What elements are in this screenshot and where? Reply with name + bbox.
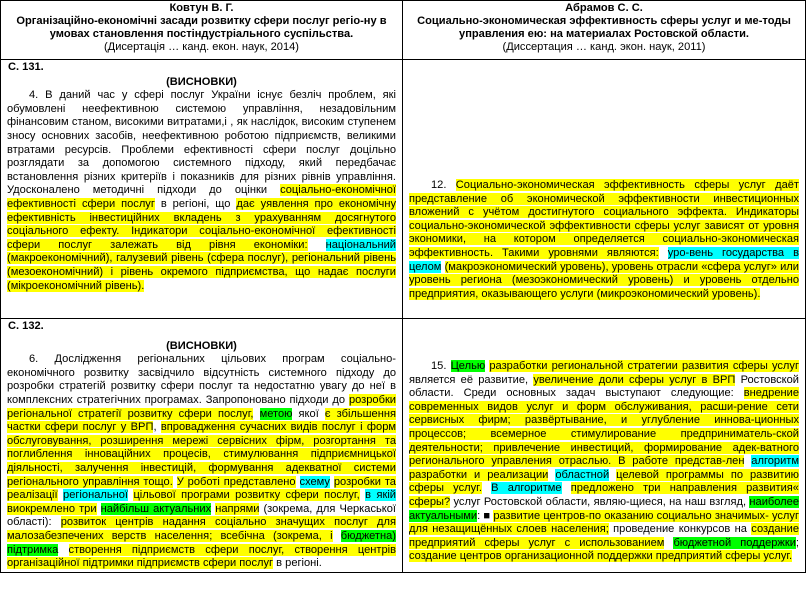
- plain-text: проведение конкурсов на: [608, 523, 752, 536]
- cyan-highlight-text: алгоритм: [751, 455, 799, 468]
- yellow-highlight-text: впровадження сучасних видів послуг і форм обслуговування, розширення мережі сервісних фірм, розгортання та поглиблення інноваційних процесів, стимулювання підприємницької діяльності, залучення інвестицій, формування адекватної системи регіонального управління тощо.: [7, 421, 396, 488]
- plain-text: 4. В даний час у сфері послуг України існує безліч проблем, які обумовлені неефективною системою управління, незадовільним фінансовим станом, високими витратами,і , як наслідок, високим ступенем зносу основних засобів, неефективною роботою підприємств, великими втратами ресурсів. Проблеми ефективності сфери послуг доцільно розглядати за допомогою системного підходу, який передбачає встановлення різних критеріїв і показників для різних рівнів управління. Удосконалено методичні підходи до оцінки: [7, 89, 396, 197]
- yellow-highlight-text: створення підприємств сфери послуг, створення центрів організаційної підтримки підприємств сфери послуг: [7, 543, 396, 570]
- green-highlight-text: метою: [259, 407, 293, 420]
- yellow-highlight-text: розробки та реалізації: [7, 475, 396, 502]
- yellow-highlight-text: виокремлено три: [7, 502, 97, 515]
- plain-text: 6. Дослідження регіональних цільових програм соціально-економічного розвитку засвідчило відсутність системного підходу до розробки стратегій розвитку сфери послуг та недостатню увагу до неї в комплексних стратегічних програмах. Запропоновано підходи до: [7, 353, 396, 406]
- yellow-highlight-text: розробки регіональної стратегії розвитку сфери послуг,: [7, 393, 396, 420]
- plain-text: [253, 408, 259, 420]
- plain-text: [308, 239, 326, 251]
- yellow-highlight-text: развитие центров-по оказанию социально значимых- услуг для незащищённых слоев населения;: [409, 509, 799, 536]
- yellow-highlight-text: разработки и реализации: [409, 468, 549, 481]
- right-title: Социально-экономическая эффективность сферы услуг и ме-тоды управления ею: на материалах Ростовской области.: [417, 15, 791, 40]
- left-paragraph-4: [7, 89, 396, 293]
- yellow-highlight-text: создание центров организационной поддержки предприятий сферы услуг.: [409, 550, 793, 563]
- plain-text: [333, 530, 341, 542]
- yellow-highlight-text: (макроекономічний), галузевий рівень (сфера послуг), регіональний рівень (мезоекономічний) і рівень окремого підприємства, що надає послуги (мікроекономічний рівень).: [7, 252, 396, 292]
- plain-text: [58, 544, 68, 556]
- yellow-highlight-text: создание предприятий сферы услуг с использованием: [409, 523, 799, 549]
- plain-text: [482, 482, 491, 494]
- green-highlight-text: наиболее актуальными: [409, 495, 799, 522]
- green-highlight-text: Целью: [450, 360, 486, 372]
- plain-text: [562, 482, 571, 494]
- yellow-highlight-text: розвиток центрів надання соціально значущих послуг для малозабезпечених верств населення; всебічна (зокрема, і: [7, 516, 396, 542]
- right-paragraph-12: [409, 179, 799, 301]
- left-source: (Дисертація … канд. екон. наук, 2014): [103, 41, 299, 53]
- left-paragraph-6: [7, 353, 396, 571]
- right-paragraph-15: [409, 360, 799, 564]
- header-row: [1, 1, 806, 60]
- cyan-highlight-text: уро-вень государства в целом: [409, 246, 799, 273]
- yellow-highlight-text: целевой программы по развитию сферы услуг.: [409, 468, 799, 495]
- plain-text: в регіоні.: [273, 557, 322, 570]
- yellow-highlight-text: предложено три направления развития« сферы?: [409, 482, 799, 508]
- cyan-highlight-text: В алгоритме: [491, 482, 562, 495]
- right-section-15-cell: [403, 319, 806, 573]
- cyan-highlight-text: областной: [555, 468, 610, 481]
- yellow-highlight-text: цільової програми розвитку сфери послуг,: [133, 489, 360, 502]
- left-header-cell: [1, 1, 403, 60]
- page-number-132: С. 132.: [8, 320, 44, 332]
- section-132-row: [1, 319, 806, 573]
- yellow-highlight-text: разработки региональной стратегии развития сферы услуг: [489, 360, 799, 372]
- left-title: Організаційно-економічні засади розвитку сфери послуг регіо-ну в умовах становлення постіндустріального суспільства.: [16, 15, 387, 40]
- green-highlight-text: бюджетна) підтримка: [7, 529, 396, 556]
- plain-text: ,: [153, 421, 161, 434]
- plain-text: в регіоні, що: [154, 197, 237, 210]
- plain-text: услуг Ростовской области, являю-щиеся, на наш взгляд,: [450, 495, 750, 508]
- yellow-highlight-text: є збільшення частки сфери послуг у ВРП: [7, 407, 396, 434]
- plain-text: Ростовской области. Среди основных задач выступают следующие:: [409, 373, 799, 400]
- yellow-highlight-text: соціально-економічної ефективності сфери послуг: [7, 184, 396, 210]
- yellow-highlight-text: дає уявлення про економічну ефективність інвестиційних вкладень з урахуванням досягнутого соціального ефекту. Індикатори соціально-економічної ефективності сфери послуг залежать від рівня економіки:: [7, 197, 397, 251]
- green-highlight-text: бюджетной поддержки: [673, 536, 796, 549]
- plain-text: : ■: [477, 509, 494, 522]
- green-highlight-text: найбільш актуальних: [100, 502, 212, 515]
- right-header-cell: [403, 1, 806, 60]
- plain-text: ;: [795, 536, 799, 549]
- cyan-highlight-text: національний: [325, 238, 396, 251]
- left-section-132-cell: [1, 319, 403, 573]
- cyan-highlight-text: схему: [299, 475, 330, 488]
- cyan-highlight-text: регіональної: [63, 489, 128, 502]
- yellow-highlight-text: У роботі представлено: [176, 475, 296, 488]
- plain-text: является её развитие,: [409, 373, 534, 386]
- yellow-highlight-text: Социально-экономическая эффективность сферы услуг даёт представление об экономической эффективности инвестиционных вложений с учётом достигнутого социального эффекта. Индикаторы социально-экономической эффективности сферы услуг зависят от уровня экономики, на котором определяется социально-экономическая эффективность. Такими уровнями являются:: [409, 179, 799, 259]
- plain-text: 15.: [431, 360, 451, 372]
- plain-text: (зокрема, для Черкаської області):: [7, 502, 396, 529]
- yellow-highlight-text: (макроэкономический уровень), уровень отрасли «сфера услуг» или уровень региона (мезоэкономический уровень) и уровень отдельно предприятия, оказывающего услуги (микроэкономический уровень).: [409, 260, 799, 300]
- yellow-highlight-text: внедрение современных видов услуг и форм обслуживания, расши-рение сети сервисных фирм; развёртывание, и углубление иннова-ционных процессов; всемерное стимулирование предприниматель-ской деятельности; привлечение инвестиций, формирование адек-ватного регионального управления отраслью. В работе представ-лен: [409, 387, 799, 468]
- plain-text: [296, 476, 300, 488]
- conclusions-heading-131: (ВИСНОВКИ): [166, 75, 237, 88]
- right-section-12-cell: [403, 60, 806, 319]
- page-number-131: С. 131.: [8, 61, 44, 73]
- plain-text: [659, 247, 668, 259]
- cyan-highlight-text: в якій: [365, 489, 396, 502]
- yellow-highlight-text: напрями: [215, 502, 260, 515]
- right-source: (Диссертация … канд. экон. наук, 2011): [502, 41, 706, 53]
- left-author: Ковтун В. Г.: [169, 2, 234, 14]
- left-section-131-cell: [1, 60, 403, 319]
- conclusions-heading-132: (ВИСНОВКИ): [166, 339, 237, 352]
- right-author: Абрамов С. С.: [565, 2, 643, 14]
- section-131-row: [1, 60, 806, 319]
- plain-text: [97, 503, 101, 515]
- plain-text: якої: [292, 407, 325, 420]
- plain-text: 12.: [431, 179, 456, 191]
- yellow-highlight-text: увеличение доли сферы услуг в ВРП: [533, 373, 736, 386]
